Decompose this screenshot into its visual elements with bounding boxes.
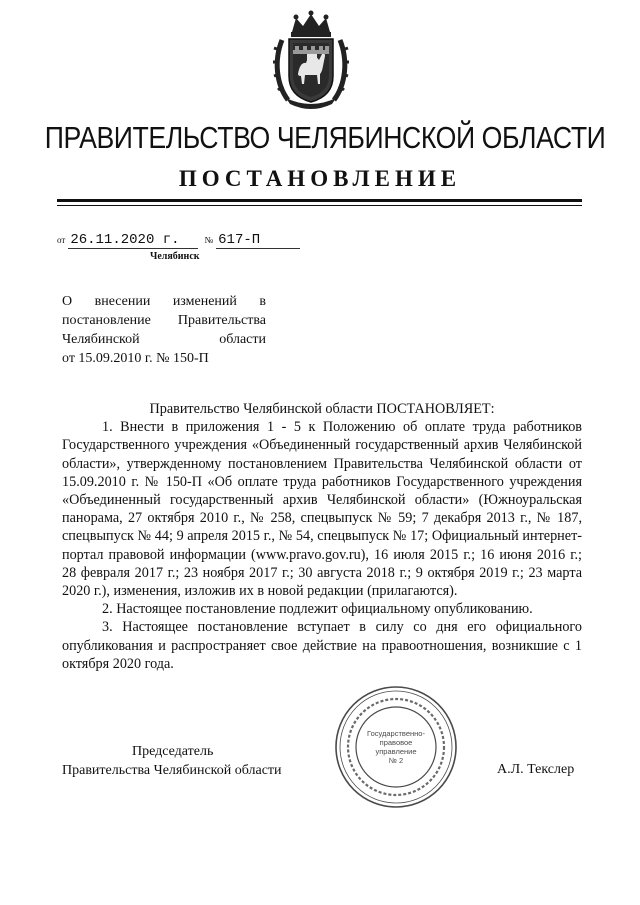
signatory-title	[62, 742, 302, 780]
resolution-item-3: 3. Настоящее постановление вступает в силу со дня его официального опубликования и распространяет свое действие на правоотношения, возникшие с 1 октября 2020 года.	[62, 619, 582, 672]
stamp-text-line: управление	[375, 747, 417, 756]
resolution-item-1: 1. Внести в приложения 1 - 5 к Положению об оплате труда работников Государственного учреждения «Объединенный государственный архив Челябинской области», утвержденному постановлением Правительства Челябинской области от 15.09.2010 г. № 150-П «Об оплате труда работников Государственного учреждения «Объединенный государственный архив Челябинской области» (Южноуральская панорама, 27 октября 2010 г., № 258, спецвыпуск № 59; 7 декабря 2013 г., № 187, спецвыпуск № 44; 9 апреля 2015 г., № 54, спецвыпуск № 17; Официальный интернет-портал правовой информации (www.pravo.gov.ru), 16 июля 2015 г.; 16 июня 2016 г.; 28 февраля 2017 г.; 23 ноября 2017 г.; 30 августа 2018 г.; 9 октября 2019 г.; 23 марта 2020 г.), изменения, изложив их в новой редакции (прилагаются).	[62, 419, 582, 600]
stamp-text-line: правовое	[379, 738, 413, 747]
city-name: Челябинск	[150, 251, 200, 262]
resolution-item-2: 2. Настоящее постановление подлежит официальному опубликованию.	[102, 601, 533, 618]
subject-line: постановление Правительства	[62, 313, 266, 328]
stamp-text-line: № 2	[388, 756, 404, 765]
coat-of-arms-emblem	[270, 10, 352, 110]
header-rule-thin	[57, 205, 582, 206]
header-rule-thick	[57, 199, 582, 202]
document-body	[62, 400, 582, 673]
official-stamp	[332, 683, 460, 811]
subject-line: Челябинской области	[62, 332, 266, 347]
document-subject	[62, 292, 266, 368]
resolution-lead: Правительство Челябинской области ПОСТАНОВЛЯЕТ:	[149, 401, 495, 417]
signatory-title-line2: Правительства Челябинской области	[62, 763, 282, 778]
document-type-title: ПОСТАНОВЛЕНИЕ	[178, 166, 462, 191]
document-date: 26.11.2020 г.	[68, 232, 197, 249]
organization-title: ПРАВИТЕЛЬСТВО ЧЕЛЯБИНСКОЙ ОБЛАСТИ	[44, 120, 606, 155]
document-number: 617-П	[216, 232, 300, 249]
document-details	[57, 232, 300, 249]
subject-line: от 15.09.2010 г. № 150-П	[62, 351, 209, 366]
subject-line: О внесении изменений в	[62, 294, 266, 309]
signatory-name: А.Л. Текслер	[497, 762, 575, 777]
stamp-text-line: Государственно-	[367, 729, 425, 738]
date-label: от	[57, 235, 66, 245]
number-label: №	[204, 235, 214, 245]
signatory-title-line1: Председатель	[132, 744, 214, 759]
